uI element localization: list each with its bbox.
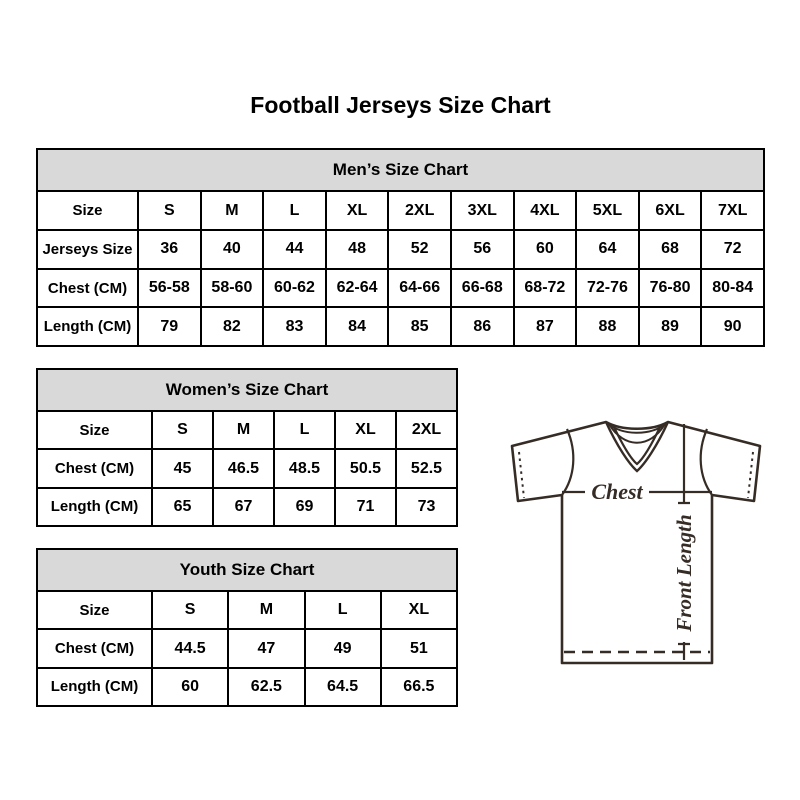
size-value-cell: 64.5: [305, 668, 381, 706]
size-value-cell: 48: [326, 230, 389, 269]
size-value-cell: 44.5: [152, 629, 228, 667]
size-value-cell: L: [263, 191, 326, 230]
size-value-cell: 62.5: [228, 668, 304, 706]
size-value-cell: XL: [326, 191, 389, 230]
size-value-cell: 2XL: [396, 411, 457, 449]
table-row: [37, 668, 457, 706]
size-value-cell: 86: [451, 307, 514, 346]
table-row: [37, 269, 764, 308]
size-value-cell: 85: [388, 307, 451, 346]
front-length-label: Front Length: [672, 514, 696, 632]
table-row: [37, 629, 457, 667]
table-header-row: [37, 549, 457, 591]
table-row: [37, 488, 457, 526]
size-value-cell: 88: [576, 307, 639, 346]
row-label-cell: Size: [37, 591, 152, 629]
size-value-cell: S: [138, 191, 201, 230]
size-value-cell: 46.5: [213, 449, 274, 487]
row-label-cell: Length (CM): [37, 307, 138, 346]
mens-size-table: [36, 148, 765, 347]
size-value-cell: 51: [381, 629, 457, 667]
table-row: [37, 591, 457, 629]
size-value-cell: 64-66: [388, 269, 451, 308]
size-value-cell: M: [201, 191, 264, 230]
size-value-cell: 80-84: [701, 269, 764, 308]
size-value-cell: M: [213, 411, 274, 449]
row-label-cell: Jerseys Size: [37, 230, 138, 269]
size-value-cell: 52: [388, 230, 451, 269]
page-title-text: Football Jerseys Size Chart: [250, 92, 551, 118]
size-value-cell: 50.5: [335, 449, 396, 487]
size-value-cell: 83: [263, 307, 326, 346]
size-value-cell: 87: [514, 307, 577, 346]
size-value-cell: 72-76: [576, 269, 639, 308]
size-value-cell: 44: [263, 230, 326, 269]
size-value-cell: 7XL: [701, 191, 764, 230]
size-value-cell: 73: [396, 488, 457, 526]
table-title-cell: Women’s Size Chart: [37, 369, 457, 411]
chest-label: Chest: [591, 479, 643, 504]
mens-size-chart: [36, 148, 765, 347]
size-value-cell: 68-72: [514, 269, 577, 308]
size-value-cell: 40: [201, 230, 264, 269]
size-value-cell: 4XL: [514, 191, 577, 230]
table-row: [37, 191, 764, 230]
table-title-cell: Youth Size Chart: [37, 549, 457, 591]
size-value-cell: 60: [152, 668, 228, 706]
size-value-cell: 66.5: [381, 668, 457, 706]
size-value-cell: 48.5: [274, 449, 335, 487]
size-value-cell: M: [228, 591, 304, 629]
size-value-cell: 58-60: [201, 269, 264, 308]
size-value-cell: L: [305, 591, 381, 629]
table-header-row: [37, 149, 764, 191]
size-value-cell: 68: [639, 230, 702, 269]
row-label-cell: Length (CM): [37, 668, 152, 706]
row-label-cell: Length (CM): [37, 488, 152, 526]
size-value-cell: 5XL: [576, 191, 639, 230]
table-row: [37, 449, 457, 487]
youth-size-table: [36, 548, 458, 707]
size-value-cell: 65: [152, 488, 213, 526]
size-value-cell: XL: [335, 411, 396, 449]
table-row: [37, 307, 764, 346]
row-label-cell: Chest (CM): [37, 269, 138, 308]
size-value-cell: 45: [152, 449, 213, 487]
size-value-cell: 72: [701, 230, 764, 269]
size-value-cell: S: [152, 591, 228, 629]
size-value-cell: 71: [335, 488, 396, 526]
table-title-cell: Men’s Size Chart: [37, 149, 764, 191]
womens-size-chart: [36, 368, 458, 527]
table-row: [37, 230, 764, 269]
size-value-cell: 84: [326, 307, 389, 346]
size-value-cell: 3XL: [451, 191, 514, 230]
row-label-cell: Chest (CM): [37, 629, 152, 667]
size-value-cell: 90: [701, 307, 764, 346]
size-value-cell: 76-80: [639, 269, 702, 308]
size-value-cell: 66-68: [451, 269, 514, 308]
size-value-cell: 89: [639, 307, 702, 346]
size-value-cell: 36: [138, 230, 201, 269]
size-value-cell: 6XL: [639, 191, 702, 230]
size-value-cell: 64: [576, 230, 639, 269]
size-value-cell: 47: [228, 629, 304, 667]
jersey-outline: [512, 422, 760, 663]
row-label-cell: Chest (CM): [37, 449, 152, 487]
size-value-cell: 82: [201, 307, 264, 346]
row-label-cell: Size: [37, 411, 152, 449]
page-title: [36, 92, 765, 119]
size-value-cell: 49: [305, 629, 381, 667]
size-value-cell: 56-58: [138, 269, 201, 308]
table-header-row: [37, 369, 457, 411]
youth-size-chart: [36, 548, 458, 707]
size-value-cell: 56: [451, 230, 514, 269]
size-value-cell: 79: [138, 307, 201, 346]
size-value-cell: 60: [514, 230, 577, 269]
size-value-cell: 2XL: [388, 191, 451, 230]
row-label-cell: Size: [37, 191, 138, 230]
size-value-cell: 52.5: [396, 449, 457, 487]
size-value-cell: 60-62: [263, 269, 326, 308]
womens-size-table: [36, 368, 458, 527]
size-value-cell: 62-64: [326, 269, 389, 308]
size-value-cell: L: [274, 411, 335, 449]
size-value-cell: XL: [381, 591, 457, 629]
size-value-cell: 67: [213, 488, 274, 526]
jersey-measurement-diagram: [495, 404, 795, 704]
size-value-cell: 69: [274, 488, 335, 526]
table-row: [37, 411, 457, 449]
size-value-cell: S: [152, 411, 213, 449]
